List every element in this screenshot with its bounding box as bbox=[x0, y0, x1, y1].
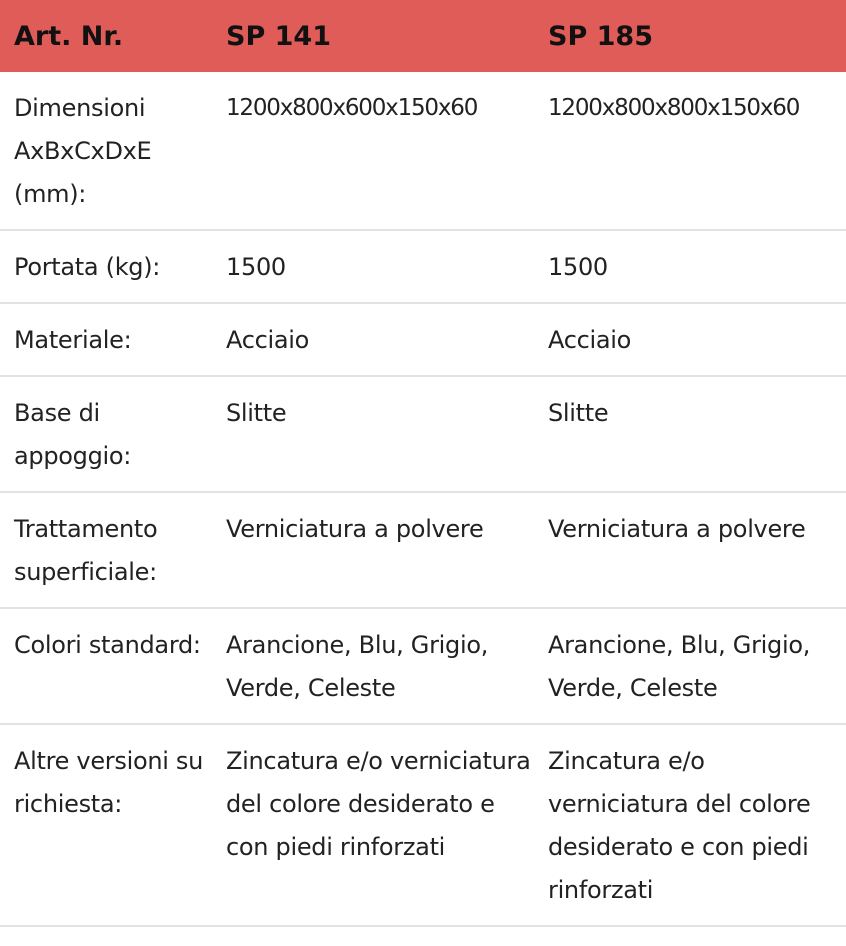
row-label-portata: Portata (kg): bbox=[0, 230, 210, 303]
cell-value: 1500 bbox=[532, 230, 846, 303]
row-label-base-di-appoggio: Base di appoggio: bbox=[0, 376, 210, 492]
row-label-altre-versioni: Altre versioni su richiesta: bbox=[0, 724, 210, 926]
table-row bbox=[0, 724, 846, 926]
row-label-trattamento: Trattamento superficiale: bbox=[0, 492, 210, 608]
table-row bbox=[0, 492, 846, 608]
header-row bbox=[0, 0, 846, 72]
cell-value: Zincatura e/o verniciatura del colore desiderato e con piedi rinforzati bbox=[532, 724, 846, 926]
table-row bbox=[0, 72, 846, 230]
row-label-colori: Colori standard: bbox=[0, 608, 210, 724]
cell-value: Slitte bbox=[210, 376, 532, 492]
table-header bbox=[0, 0, 846, 72]
cell-value: Slitte bbox=[532, 376, 846, 492]
cell-value: Acciaio bbox=[210, 303, 532, 376]
cell-value: 1200x800x800x150x60 bbox=[532, 72, 846, 230]
cell-value: Zincatura e/o verniciatura del colore desiderato e con piedi rinforzati bbox=[210, 724, 532, 926]
table-body bbox=[0, 72, 846, 926]
table-row bbox=[0, 376, 846, 492]
header-art-nr: Art. Nr. bbox=[14, 20, 124, 52]
row-label-dimensioni: Dimensioni AxBxCxDxE (mm): bbox=[0, 72, 210, 230]
header-sp-185: SP 185 bbox=[548, 20, 653, 52]
table-row bbox=[0, 303, 846, 376]
table-row bbox=[0, 230, 846, 303]
row-label-materiale: Materiale: bbox=[0, 303, 210, 376]
cell-value: 1200x800x600x150x60 bbox=[210, 72, 532, 230]
cell-value: Arancione, Blu, Grigio, Verde, Celeste bbox=[210, 608, 532, 724]
cell-value: Arancione, Blu, Grigio, Verde, Celeste bbox=[532, 608, 846, 724]
table-row bbox=[0, 608, 846, 724]
cell-value: 1500 bbox=[210, 230, 532, 303]
header-sp-141: SP 141 bbox=[226, 20, 331, 52]
cell-value: Acciaio bbox=[532, 303, 846, 376]
cell-value: Verniciatura a polvere bbox=[532, 492, 846, 608]
cell-value: Verniciatura a polvere bbox=[210, 492, 532, 608]
